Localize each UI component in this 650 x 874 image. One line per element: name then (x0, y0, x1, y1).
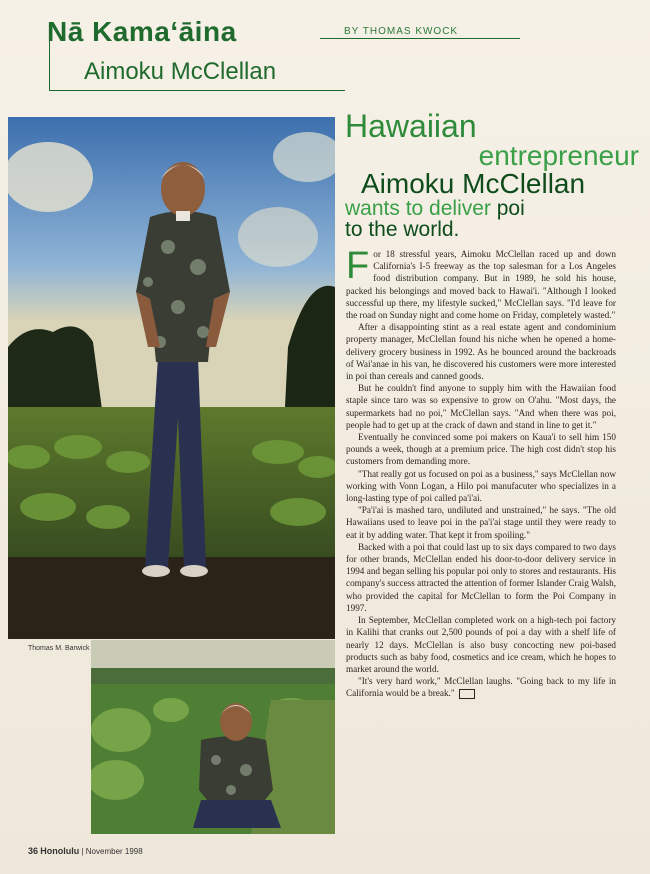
photo-credit: Thomas M. Barwick (28, 645, 90, 652)
section-title: Nā Kama‘āina (47, 16, 237, 47)
headline-line-5: to the world. (345, 218, 460, 241)
article-paragraph: "It's very hard work," McClellan laughs. "Going back to my life in California would be a break." (346, 676, 616, 699)
inset-photo (91, 640, 335, 834)
inset-photo-illustration (91, 640, 335, 834)
article-paragraph: For 18 stressful years, Aimoku McClellan raced up and down California's I-5 freeway as the top salesman for a Los Angeles food distribution company. But in 1989, he sold his house, packed his belongings and moved back to Hawai'i. "Although I looked successful up there, my lifestyle sucked," McClellan says. "I'd leave for the road on Sunday night and come home on Friday, completely wasted." (346, 245, 616, 321)
header-rule (320, 38, 520, 39)
issue-date: November 1998 (85, 847, 143, 856)
main-photo-illustration (8, 117, 335, 639)
headline-line-1: Hawaiian (345, 108, 477, 144)
magazine-name: Honolulu (40, 846, 80, 856)
drop-cap: F (346, 245, 370, 287)
article-paragraph: Eventually he convinced some poi makers on Kaua'i to sell him 150 pounds a week, though at a premium price. The high cost didn't stop his customers from demanding more. (346, 432, 616, 467)
headline-line-4 (345, 198, 645, 219)
page-number: 36 (28, 846, 39, 856)
article-body (346, 245, 616, 700)
article-paragraph: "Pa'i'ai is mashed taro, undiluted and unstrained," he says. "The old Hawaiians used to leave poi in the pa'i'ai stage until they were ready to eat it by adding water. That kept it from spoiling." (346, 505, 616, 540)
end-mark-icon (459, 689, 475, 699)
headline-line-3: Aimoku McClellan (361, 168, 586, 199)
article-paragraph: But he couldn't find anyone to supply him with the Hawaiian food staple since taro was so expensive to grow on O'ahu. "Most days, the supermarkets had no poi," McClellan says. "And when there was poi, people had to get up at the crack of dawn and stand in line to get it." (346, 383, 616, 430)
main-photo (8, 117, 335, 639)
headline (345, 110, 645, 240)
page-footer: 36 Honolulu | November 1998 (28, 846, 143, 856)
headline-line-4a: wants to deliver (345, 197, 491, 220)
article-paragraph: "That really got us focused on poi as a business," says McClellan now working with Vonn Logan, a Hilo poi manufacuter who specializes in a long-lasting type of poi called pa'i'ai. (346, 468, 616, 504)
article-paragraph: Backed with a poi that could last up to six days compared to two days for other brands, McClellan ended his door-to-door delivery service in 1994 and began selling his popular poi only to stores and restaurants. His company's success attracted the attention of former Islander Craig Walsh, who provided the capital for McClellan to form the Poi Company in 1997. (346, 541, 616, 613)
article-paragraph: In September, McClellan completed work on a high-tech poi factory in Kalihi that cranks out 2,500 pounds of poi a day with a shelf life of nearly 12 days. McClellan is also busy concocting new poi-based products such as baby food, cosmetics and ice cream, which he hopes to market around the world. (346, 615, 616, 674)
headline-line-4b: poi (496, 197, 525, 220)
headline-line-2: entrepreneur (478, 140, 639, 171)
subject-name: Aimoku McClellan (84, 58, 277, 85)
article-paragraph: After a disappointing stint as a real estate agent and condominium property manager, McClellan found his niche when he opened a home-delivery grocery business in 1992. As he bounced around the backroads of Wai'anae in his van, he discovered his customers were more interested in poi than cereals and canned goods. (346, 322, 616, 382)
byline: BY THOMAS KWOCK (338, 26, 464, 37)
